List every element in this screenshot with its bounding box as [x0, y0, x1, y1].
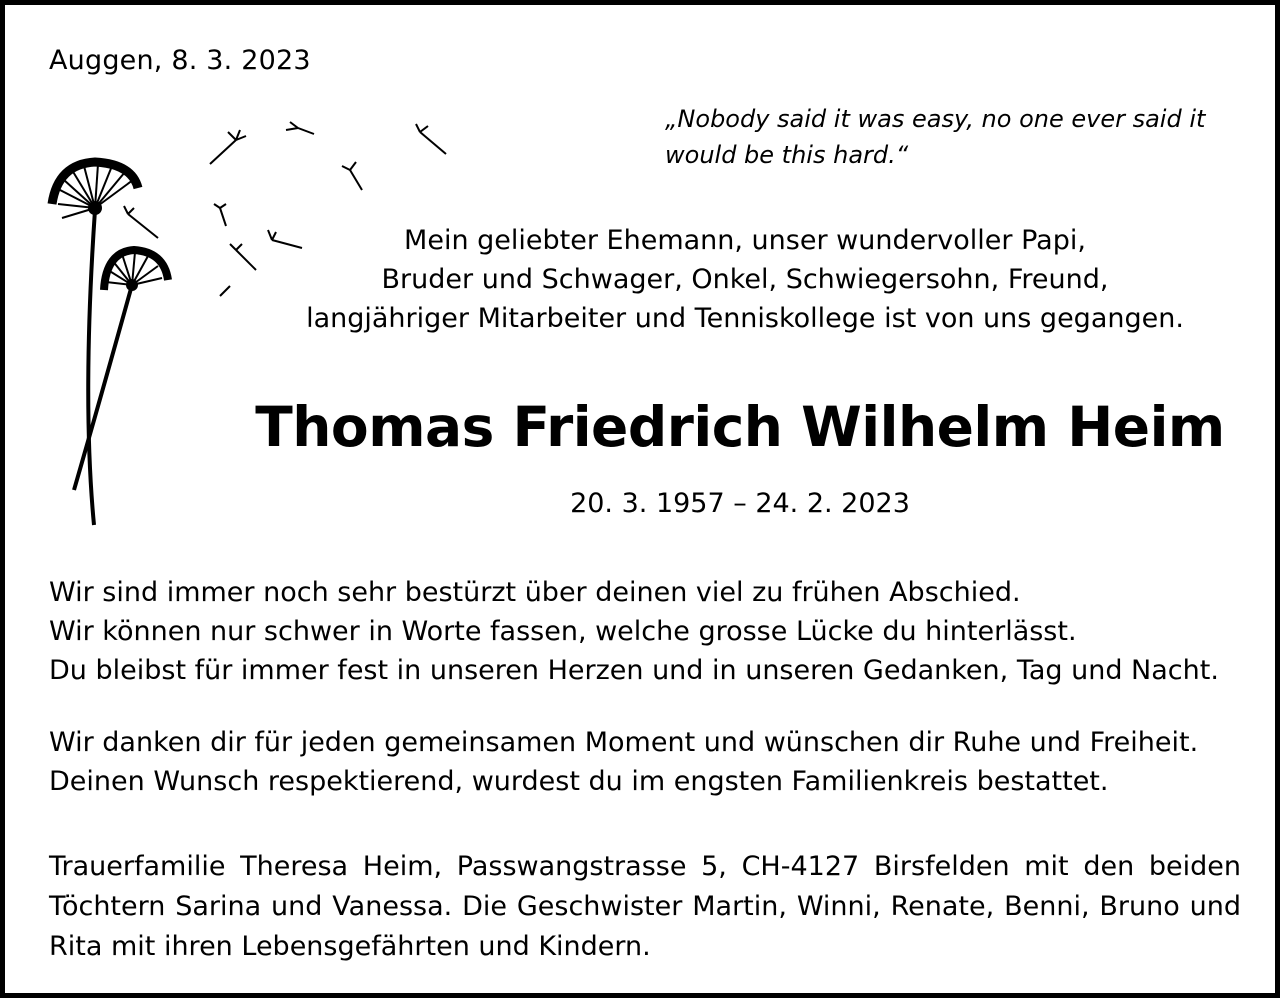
message-paragraph-1 [49, 573, 1249, 690]
place-date: Auggen, 8. 3. 2023 [49, 45, 311, 76]
life-dates: 20. 3. 1957 – 24. 2. 2023 [570, 488, 910, 519]
intro-line: Bruder und Schwager, Onkel, Schwiegersohn, Freund, [381, 264, 1109, 295]
message-paragraph-2 [49, 723, 1249, 801]
family-line: Rita mit ihren Lebensgefährten und Kindern. [49, 931, 651, 962]
message-line: Wir sind immer noch sehr bestürzt über deinen viel zu frühen Abschied. [49, 577, 1021, 608]
intro-line: langjähriger Mitarbeiter und Tenniskollege ist von uns gegangen. [306, 303, 1184, 334]
deceased-name: Thomas Friedrich Wilhelm Heim [255, 395, 1225, 459]
message-line: Wir können nur schwer in Worte fassen, welche grosse Lücke du hinterlässt. [49, 616, 1077, 647]
intro-text [255, 221, 1235, 338]
intro-line: Mein geliebter Ehemann, unser wundervoller Papi, [404, 225, 1086, 256]
quote-line: „Nobody said it was easy, no one ever said it [665, 105, 1206, 133]
family-signature [49, 847, 1241, 967]
family-line: Trauerfamilie Theresa Heim, Passwangstrasse 5, CH-4127 Birsfelden mit den beiden [49, 851, 1241, 882]
message-line: Wir danken dir für jeden gemeinsamen Moment und wünschen dir Ruhe und Freiheit. [49, 727, 1199, 758]
quote [665, 101, 1255, 173]
message-line: Du bleibst für immer fest in unseren Herzen und in unseren Gedanken, Tag und Nacht. [49, 655, 1219, 686]
message-line: Deinen Wunsch respektierend, wurdest du im engsten Familienkreis bestattet. [49, 766, 1109, 797]
quote-line: would be this hard.“ [665, 141, 909, 169]
family-line: Töchtern Sarina und Vanessa. Die Geschwister Martin, Winni, Renate, Benni, Bruno und [49, 891, 1241, 922]
